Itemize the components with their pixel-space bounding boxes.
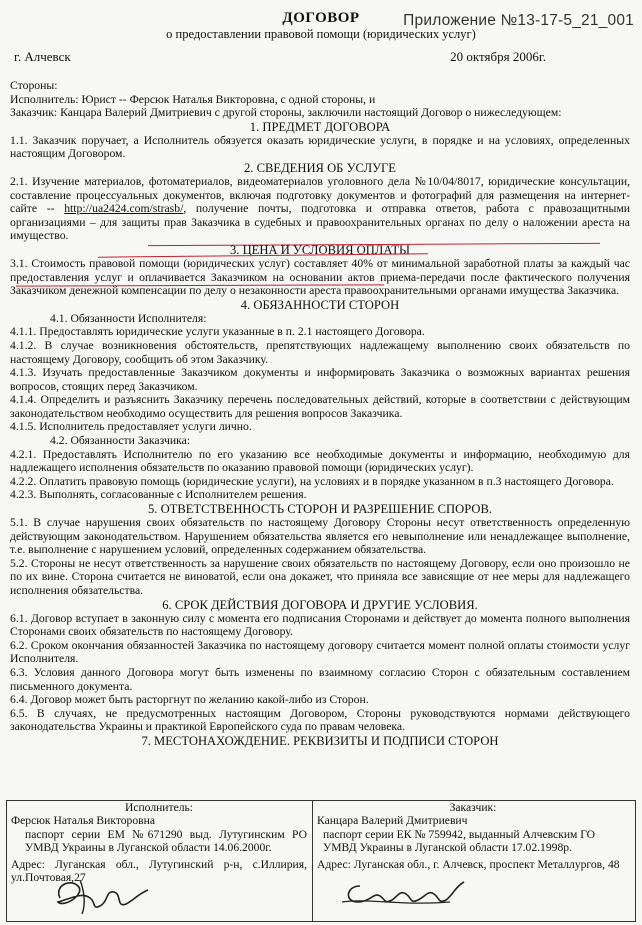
document-subtitle: о предоставлении правовой помощи (юридических услуг) xyxy=(166,27,476,41)
executor-address: Адрес: Луганская обл., Лутугинский р-н, с.Иллирия, ул.Почтовая,27 xyxy=(11,857,307,885)
executor-name: Ферсюк Наталья Викторовна xyxy=(11,814,155,828)
website-link[interactable]: http://ua2424.com/strasb/ xyxy=(64,202,184,216)
section-2-heading: 2. СВЕДЕНИЯ ОБ УСЛУГЕ xyxy=(243,160,397,175)
clause-3-1: 3.1. Стоимость правовой помощи (юридических услуг) составляет 40% от минимальной заработной платы за каждый час предоставления услуг и оплачивается Заказчиком на основании актов приема-передачи после фактического получения Заказчиком денежной компенсации по делу о незаконности ареста правоохранительными органами имущества Заказчика. xyxy=(10,256,630,298)
clause-4-1-4: 4.1.4. Определить и разъяснить Заказчику перечень последовательных действий, которые в соответствии с действующим законодательством необходимо осуществить для решения вопросов Заказчика. xyxy=(10,393,630,420)
subsection-4-1: 4.1. Обязанности Исполнителя: xyxy=(50,311,207,325)
customer-name: Канцара Валерий Дмитриевич xyxy=(317,814,468,828)
section-7-heading: 7. МЕСТОНАХОЖДЕНИЕ. РЕКВИЗИТЫ И ПОДПИСИ СТОРОН xyxy=(141,733,499,748)
contract-date: 20 октября 2006г. xyxy=(450,49,546,64)
parties-executor: Исполнитель: Юрист -- Ферсюк Наталья Викторовна, с одной стороны, и xyxy=(10,92,376,106)
clause-5-1: 5.1. В случае нарушения своих обязательств по настоящему Договору Стороны несут ответственность определенную действующим законодательством. Нарушением обязательства является его невыполнение или ненадлежащее выполнение, т.е. выполнение с нарушением условий, определенных содержанием обязательства. xyxy=(10,516,630,557)
customer-address: Адрес: Луганская обл., г. Алчевск, проспект Металлургов, 48 xyxy=(317,857,620,871)
contract-body xyxy=(10,79,630,748)
city-date-line xyxy=(14,49,546,65)
section-1-heading: 1. ПРЕДМЕТ ДОГОВОРА xyxy=(249,119,391,134)
clause-4-1-5: 4.1.5. Исполнитель предоставляет услуги лично. xyxy=(10,420,252,434)
parties-label: Стороны: xyxy=(10,79,58,92)
section-3-heading: 3. ЦЕНА И УСЛОВИЯ ОПЛАТЫ xyxy=(229,242,411,257)
clause-4-1-1: 4.1.1. Предоставлять юридические услуги указанные в п. 2.1 настоящего Договора. xyxy=(10,325,425,339)
annex-number: Приложение №13-17-5_21_001 xyxy=(403,12,634,29)
executor-passport: паспорт серии ЕМ №671290 выд. Лутугинским РО УМВД Украины в Луганской области 14.06.2000г. xyxy=(25,827,307,855)
clause-5-2: 5.2. Стороны не несут ответственность за нарушение своих обязательств по настоящему Договору, если оно произошло не по их вине. Сторона считается не виноватой, если она докажет, что приняла все зависящие от нее меры для надлежащего исполнения обязательства. xyxy=(10,556,630,597)
section-6-heading: 6. СРОК ДЕЙСТВИЯ ДОГОВОРА И ДРУГИЕ УСЛОВИЯ. xyxy=(162,597,478,612)
clause-4-2-2: 4.2.2. Оплатить правовую помощь (юридические услуги), на условиях и в порядке указанном в п.3 настоящего Договора. xyxy=(10,474,614,488)
clause-6-4: 6.4. Договор может быть расторгнут по желанию какой-либо из Сторон. xyxy=(10,693,369,707)
clause-6-2: 6.2. Сроком окончания обязанностей Заказчика по настоящему договору считается момент полной оплаты стоимости услуг Исполнителя. xyxy=(10,638,630,666)
parties-customer: Заказчик: Канцара Валерий Дмитриевич с другой стороны, заключили настоящий Договор о нижеследующем: xyxy=(10,106,562,120)
customer-passport: паспорт серии ЕК № 759942, выданный Алчевским ГО УМВД Украины в Луганской области 17.02.1998р. xyxy=(323,827,596,855)
document-title: ДОГОВОР xyxy=(282,10,360,26)
clause-4-1-3: 4.1.3. Изучать предоставленные Заказчиком документы и информировать Заказчика о возможных вариантах решения вопросов, стоящих перед Заказчиком. xyxy=(10,366,630,393)
table-divider xyxy=(312,801,313,921)
clause-6-5: 6.5. В случаях, не предусмотренных настоящим Договором, Стороны руководствуются нормами действующего законодательства Украины и практикой Европейского суда по правам человека. xyxy=(10,706,630,734)
clause-6-1: 6.1. Договор вступает в законную силу с момента его подписания Сторонами и действует до момента полного выполнения Сторонами своих обязательств по настоящему Договору. xyxy=(10,611,630,639)
executor-heading: Исполнитель: xyxy=(124,801,194,814)
section-5-heading: 5. ОТВЕТСТВЕННОСТЬ СТОРОН И РАЗРЕШЕНИЕ СПОРОВ. xyxy=(147,502,493,517)
clause-1-1: 1.1. Заказчик поручает, а Исполнитель обязуется оказать юридические услуги, в порядке и на условиях, определенных настоящим Договором. xyxy=(10,133,630,161)
executor-signature xyxy=(52,868,162,918)
clause-6-3: 6.3. Условия данного Договора могут быть изменены по взаимному согласию Сторон с обязательным составлением письменного документа. xyxy=(10,665,630,693)
clause-4-2-3: 4.2.3. Выполнять, согласованные с Исполнителем решения. xyxy=(10,488,307,502)
clause-2-1-text: 2.1. Изучение материалов, фотоматериалов, видеоматериалов уголовного дела №10/04/8017, юридические консультации, составление процессуальных документов, включая подготовку документов и фотографий для размещения на интернет-сайте -- xyxy=(10,174,630,216)
city: г. Алчевск xyxy=(14,49,71,64)
clause-2-1 xyxy=(10,175,630,243)
clause-4-1-2: 4.1.2. В случае возникновения обстоятельств, препятствующих надлежащему выполнению своих обязательств по настоящему Договору, сообщить об этом Заказчику. xyxy=(10,338,630,366)
clause-4-2-1: 4.2.1. Предоставлять Исполнителю по его указанию все необходимые документы и информацию, необходимую для надлежащего исполнения обязательств по оказанию правовой помощи (юридических услуг). xyxy=(10,447,630,475)
section-4-heading: 4. ОБЯЗАННОСТИ СТОРОН xyxy=(240,297,400,312)
subsection-4-2: 4.2. Обязанности Заказчика: xyxy=(50,434,191,448)
customer-heading: Заказчик: xyxy=(449,801,497,814)
clause-2-1-text-end: , получение почты, подготовка и отправка ответов, работа с правозащитными организациями – для защиты прав Заказчика в судебных и правоохранительных органах по делу о наложении ареста на имущество. xyxy=(10,202,631,243)
customer-signature xyxy=(340,872,470,914)
